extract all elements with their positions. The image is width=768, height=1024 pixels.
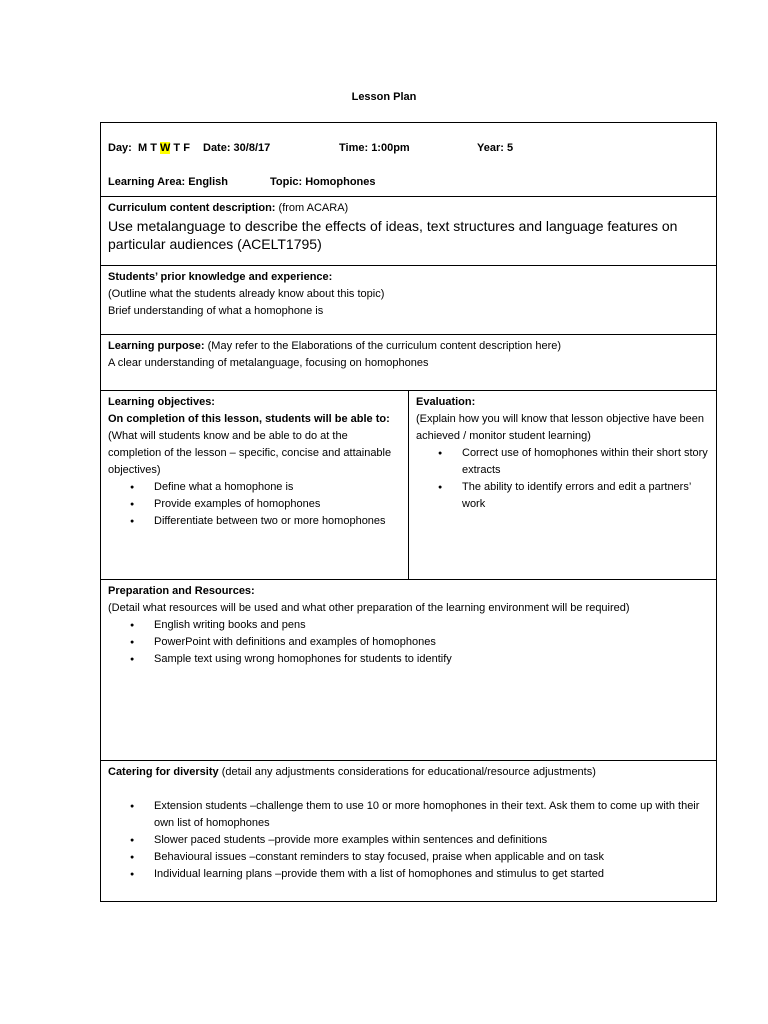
evaluation-list [416, 445, 709, 513]
date-field: Date: 30/8/17 [203, 142, 271, 154]
learning-purpose-note: (May refer to the Elaborations of the curriculum content description here) [204, 340, 562, 352]
learning-area-field: Learning Area: English [108, 176, 229, 188]
day-w-selected: W [159, 142, 171, 154]
objectives-evaluation-row [101, 391, 716, 580]
evaluation-note: (Explain how you will know that lesson objective have been achieved / monitor student learning) [416, 413, 704, 442]
learning-objectives-subheading: On completion of this lesson, students will be able to: [108, 413, 390, 425]
curriculum-note: (from ACARA) [275, 202, 349, 214]
prior-knowledge-text: Brief understanding of what a homophone is [108, 305, 324, 317]
diversity-row [101, 761, 716, 901]
list-item: ● Provide examples of homophones [108, 496, 401, 513]
learning-purpose-heading: Learning purpose: [108, 340, 205, 352]
learning-purpose-row [101, 335, 716, 391]
learning-objectives-heading: Learning objectives: [108, 396, 215, 408]
evaluation-heading: Evaluation: [416, 396, 476, 408]
day-m: M [137, 142, 148, 154]
resources-list [108, 617, 709, 668]
list-item: ● Define what a homophone is [108, 479, 401, 496]
list-item: ● The ability to identify errors and edit a partners’ work [416, 479, 709, 513]
list-item: ● Sample text using wrong homophones for students to identify [108, 651, 709, 668]
time-field: Time: 1:00pm [339, 142, 410, 154]
list-item: ● PowerPoint with definitions and examples of homophones [108, 634, 709, 651]
day-f: F [183, 142, 190, 154]
prior-knowledge-note: (Outline what the students already know about this topic) [108, 288, 385, 300]
topic-field: Topic: Homophones [270, 176, 376, 188]
list-item: ● Extension students –challenge them to use 10 or more homophones in their text. Ask them to come up with their own list of homophones [108, 798, 709, 832]
preparation-note: (Detail what resources will be used and what other preparation of the learning environment will be required) [108, 602, 630, 614]
list-item: ● Correct use of homophones within their short story extracts [416, 445, 709, 479]
evaluation-cell [409, 391, 716, 579]
day-t: T [150, 142, 157, 154]
learning-purpose-text: A clear understanding of metalanguage, focusing on homophones [108, 357, 429, 369]
list-item: ● Slower paced students –provide more examples within sentences and definitions [108, 832, 709, 849]
day-th: T [173, 142, 181, 154]
list-item: ● English writing books and pens [108, 617, 709, 634]
prior-knowledge-heading: Students’ prior knowledge and experience: [108, 271, 333, 283]
preparation-heading: Preparation and Resources: [108, 585, 255, 597]
list-item: ● Behavioural issues –constant reminders to stay focused, praise when applicable and on task [108, 849, 709, 866]
prior-knowledge-row [101, 266, 716, 335]
preparation-resources-row [101, 580, 716, 761]
curriculum-row [101, 197, 716, 266]
day-field: Day: M T W T F [108, 142, 190, 154]
page-title: Lesson Plan [351, 91, 417, 103]
header-row [101, 123, 716, 197]
diversity-note: (detail any adjustments considerations for educational/resource adjustments) [218, 766, 596, 778]
learning-objectives-note: (What will students know and be able to do at the completion of the lesson – specific, concise and attainable objectives) [108, 430, 392, 476]
curriculum-heading: Curriculum content description: [108, 202, 276, 214]
lesson-plan-table [100, 122, 717, 902]
diversity-list [108, 798, 709, 883]
list-item: ● Differentiate between two or more homophones [108, 513, 401, 530]
diversity-heading: Catering for diversity [108, 766, 219, 778]
list-item: ● Individual learning plans –provide them with a list of homophones and stimulus to get started [108, 866, 709, 883]
learning-objectives-cell [101, 391, 409, 579]
curriculum-text: Use metalanguage to describe the effects of ideas, text structures and language features on particular audiences (ACELT1795) [108, 218, 678, 252]
year-field: Year: 5 [477, 142, 514, 154]
learning-objectives-list [108, 479, 401, 530]
